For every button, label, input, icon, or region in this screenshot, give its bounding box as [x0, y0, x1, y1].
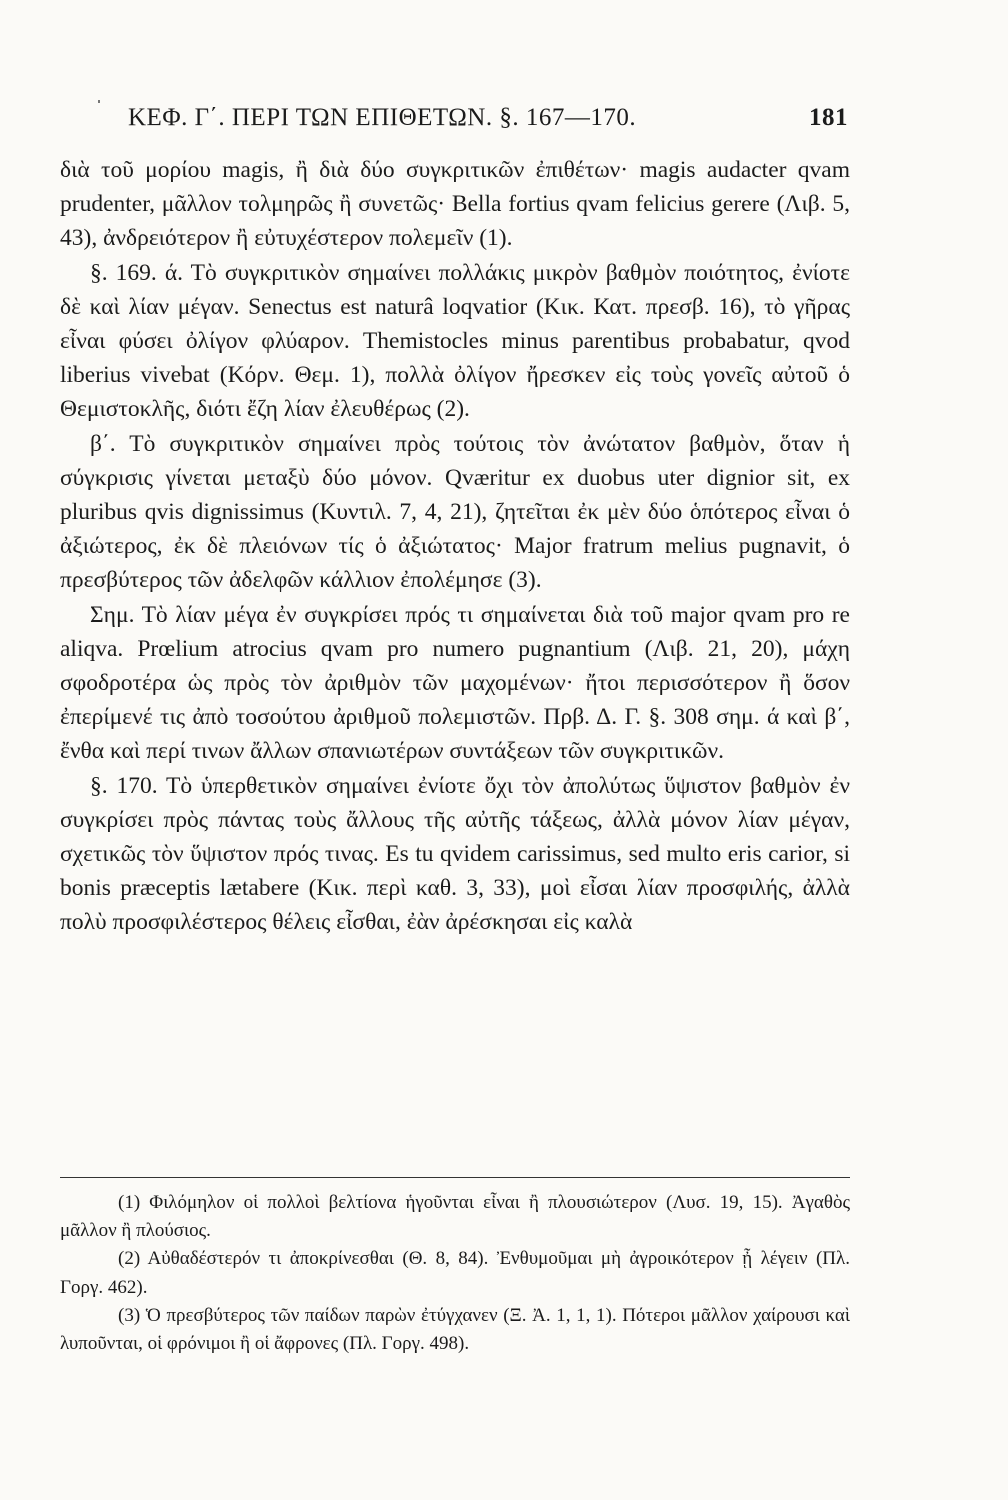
footnote-3: (3) Ὁ πρεσβύτερος τῶν παίδων παρὼν ἐτύγχανεν (Ξ. Ἀ. 1, 1, 1). Πότεροι μᾶλλον χαίρουσι καὶ λυποῦνται, οἱ φρόνιμοι ἢ οἱ ἄφρονες (Πλ. Γοργ. 498).: [60, 1304, 850, 1355]
paragraph-note: Σημ. Τὸ λίαν μέγα ἐν συγκρίσει πρός τι σημαίνεται διὰ τοῦ major qvam pro re aliqva. Prœlium atrocius qvam pro numero pugnantium (Λιβ. 21, 20), μάχη σφοδροτέρα ὡς πρὸς τὸν ἀριθμὸν τῶν μαχομένων· ἤτοι περισσότερον ἢ ὅσον ἐπερίμενέ τις ἀπὸ τοσούτου ἀριθμοῦ πολεμιστῶν. Πρβ. Δ. Γ. §. 308 σημ. ά καὶ β΄, ἔνθα καὶ περί τινων ἄλλων σπανιωτέρων συντάξεων τῶν συγκριτικῶν.: [60, 601, 850, 765]
footnote-1: (1) Φιλόμηλον οἱ πολλοὶ βελτίονα ἡγοῦνται εἶναι ἢ πλουσιώτερον (Λυσ. 19, 15). Ἀγαθὸς μᾶλλον ἢ πλούσιος.: [60, 1192, 850, 1242]
paragraph-continuation: διὰ τοῦ μορίου magis, ἢ διὰ δύο συγκριτικῶν ἐπιθέτων· magis audacter qvam prudenter, μᾶλλον τολμηρῶς ἢ συνετῶς· Bella fortius qvam felicius gerere (Λιβ. 5, 43), ἀνδρειότερον ἢ εὐτυχέστερον πολεμεῖν (1).: [60, 157, 850, 252]
paragraph-169-b: β΄. Τὸ συγκριτικὸν σημαίνει πρὸς τούτοις τὸν ἀνώτατον βαθμὸν, ὅταν ἡ σύγκρισις γίνεται μεταξὺ δύο μόνον. Qværitur ex duobus uter dignior sit, ex pluribus qvis dignissimus (Κυντιλ. 7, 4, 21), ζητεῖται ἐκ μὲν δύο ὁπότερος εἶναι ὁ ἀξιώτερος, ἐκ δὲ πλειόνων τίς ὁ ἀξιώτατος· Major fratrum melius pugnavit, ὁ πρεσβύτερος τῶν ἀδελφῶν κάλλιον ἐπολέμησε (3).: [60, 430, 850, 594]
main-text: [60, 153, 850, 940]
page-number: 181: [809, 104, 848, 131]
footnotes: [60, 1189, 850, 1358]
footnote-2: (2) Αὐθαδέστερόν τι ἀποκρίνεσθαι (Θ. 8, 84). Ἐνθυμοῦμαι μὴ ἀγροικότερον ᾖ λέγειν (Πλ. Γοργ. 462).: [60, 1248, 850, 1298]
running-title: ΚΕΦ. Γ΄. ΠΕΡΙ ΤΩΝ ΕΠΙΘΕΤΩΝ. §. 167—170.: [128, 104, 637, 131]
running-header: [128, 104, 848, 144]
paragraph-169-a: §. 169. ά. Τὸ συγκριτικὸν σημαίνει πολλάκις μικρὸν βαθμὸν ποιότητος, ἐνίοτε δὲ καὶ λίαν μέγαν. Senectus est naturâ loqvatior (Κικ. Κατ. πρεσβ. 16), τὸ γῆρας εἶναι φύσει ὀλίγον φλύαρον. Themistocles minus parentibus probabatur, qvod liberius vivebat (Κόρν. Θεμ. 1), πολλὰ ὀλίγον ἤρεσκεν εἰς τοὺς γονεῖς αὐτοῦ ὁ Θεμιστοκλῆς, διότι ἔζη λίαν ἐλευθέρως (2).: [60, 259, 850, 423]
ink-speck: [98, 100, 100, 103]
paragraph-170: §. 170. Τὸ ὑπερθετικὸν σημαίνει ἐνίοτε ὄχι τὸν ἀπολύτως ὕψιστον βαθμὸν ἐν συγκρίσει πρὸς πάντας τοὺς ἄλλους τῆς αὐτῆς τάξεως, ἀλλὰ μόνον λίαν μέγαν, σχετικῶς τὸν ὕψιστον πρός τινας. Es tu qvidem carissimus, sed multo eris carior, si bonis præceptis lætabere (Κικ. περὶ καθ. 3, 33), μοὶ εἶσαι λίαν προσφιλής, ἀλλὰ πολὺ προσφιλέστερος θέλεις εἶσθαι, ἐὰν ἀρέσκησαι εἰς καλὰ: [60, 772, 850, 936]
footnote-divider: [60, 1177, 850, 1178]
